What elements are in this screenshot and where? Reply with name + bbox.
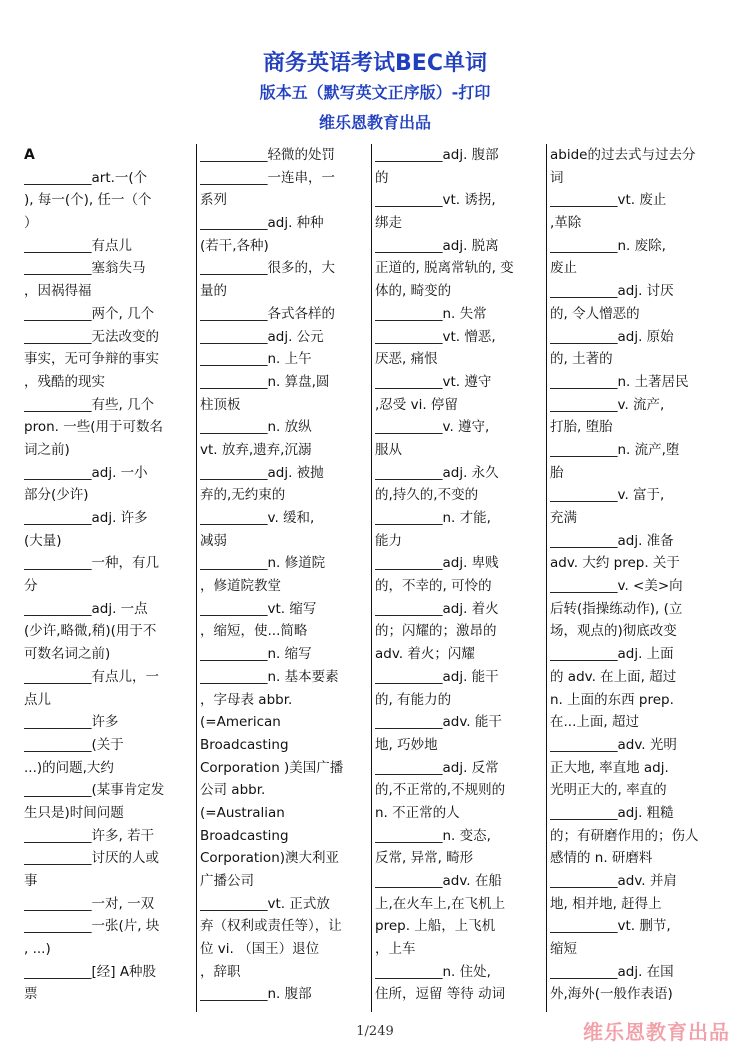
vocab-line: __________一张(片, 块: [24, 918, 160, 935]
vocab-line: __________vt. 正式放: [200, 895, 330, 912]
vocab-line: Broadcasting: [200, 736, 289, 753]
vocab-column-4: [550, 144, 720, 1014]
vocab-line: __________vt. 遵守: [375, 373, 492, 390]
vocab-line: 光明正大的, 率直的: [550, 782, 667, 799]
vocab-line: __________vt. 诱拐,: [375, 192, 496, 209]
vocab-line: __________n. 废除,: [550, 237, 666, 254]
vocab-line: __________有些, 几个: [24, 396, 155, 413]
vocab-line: __________vt. 憎恶,: [375, 328, 496, 345]
vocab-line: __________n. 才能,: [375, 510, 491, 526]
vocab-line: 点儿: [24, 691, 51, 708]
vocab-line: __________v. 流产,: [550, 396, 665, 413]
vocab-line: __________n. 缩写: [200, 646, 312, 663]
vocab-line: __________n. 基本要素: [200, 668, 339, 685]
vocab-line: ，辞职: [200, 963, 241, 980]
vocab-line: 系列: [200, 192, 227, 209]
vocab-line: 能力: [375, 532, 402, 549]
vocab-line: __________塞翁失马: [24, 260, 146, 277]
vocab-line: __________(某事肯定发: [24, 782, 165, 799]
vocab-column-1: [24, 144, 194, 1014]
vocab-line: Broadcasting: [200, 827, 289, 844]
vocab-line: __________n. 腹部: [200, 986, 312, 1003]
vocab-line: __________v. 遵守,: [375, 419, 490, 436]
vocab-line: 可数名词之前): [24, 646, 111, 663]
vocab-line: __________各式各样的: [200, 305, 335, 322]
vocab-line: ,忍受 vi. 停留: [375, 396, 458, 413]
vocab-line: 分: [24, 578, 38, 595]
vocab-line: __________adj. 在国: [550, 963, 674, 980]
vocab-line: pron. 一些(用于可数名: [24, 419, 163, 436]
vocab-line: __________adj. 准备: [550, 532, 674, 549]
page-number: 1/249: [356, 1024, 394, 1039]
vocab-line: __________(关于: [24, 736, 124, 753]
vocab-line: 票: [24, 986, 38, 1003]
vocab-line: 公司 abbr.: [200, 782, 266, 799]
vocab-line: __________许多, 若干: [24, 827, 155, 844]
vocab-line: __________n. 失常: [375, 305, 487, 322]
vocab-line: __________很多的，大: [200, 260, 335, 277]
vocab-line: 柱顶板: [200, 396, 241, 413]
vocab-line: ，字母表 abbr.: [200, 691, 293, 708]
vocab-line: __________讨厌的人或: [24, 850, 159, 867]
vocab-line: __________v. 富于,: [550, 487, 665, 504]
vocab-line: __________vt. 废止: [550, 192, 667, 209]
vocab-line: (若干,各种): [200, 237, 269, 254]
vocab-line: __________adj. 能干: [375, 668, 499, 685]
vocab-line: 充满: [550, 510, 577, 526]
vocab-line: __________adv. 并肩: [550, 873, 677, 889]
vocab-line: 服从: [375, 441, 402, 458]
vocab-line: __________adv. 在船: [375, 873, 502, 889]
vocab-line: __________有点儿: [24, 237, 132, 254]
vocab-line: __________art.一(个: [24, 169, 148, 186]
vocab-line: 广播公司: [200, 873, 254, 889]
vocab-line: __________adj. 一小: [24, 464, 148, 481]
vocab-line: adv. 着火；闪耀: [375, 646, 475, 663]
vocab-line: 的，不幸的, 可怜的: [375, 578, 492, 595]
vocab-line: __________adj. 许多: [24, 510, 148, 526]
vocab-line: abide的过去式与过去分: [550, 147, 696, 163]
vocab-line: ...)的问题,大约: [24, 759, 114, 776]
vocab-line: 正大地, 率直地 adj.: [550, 759, 669, 776]
vocab-line: __________n. 土著居民: [550, 373, 689, 390]
vocab-line: 的 adv. 在上面, 超过: [550, 668, 677, 685]
vocab-line: __________n. 变态,: [375, 827, 491, 844]
publisher-line: 维乐恩教育出品: [318, 113, 431, 132]
vocab-line: 的: [375, 169, 389, 186]
vocab-line: 正道的, 脱离常轨的, 变: [375, 260, 514, 277]
vocab-line: 上,在火车上,在飞机上: [375, 895, 506, 912]
vocab-line: 词: [550, 169, 564, 186]
vocab-line: 地, 相并地, 赶得上: [550, 895, 662, 912]
watermark: 维乐恩教育出品: [583, 1020, 730, 1044]
vocab-line: __________n. 算盘,圆: [200, 373, 330, 390]
column-divider: [196, 144, 197, 1012]
vocab-line: 胎: [550, 464, 564, 481]
vocab-line: 后转(指操练动作), (立: [550, 600, 683, 617]
vocab-line: 弃的,无约束的: [200, 487, 286, 504]
vocab-line: Corporation )美国广播: [200, 759, 344, 776]
vocab-line: 减弱: [200, 532, 227, 549]
vocab-line: 外,海外(一般作表语): [550, 986, 673, 1003]
vocab-line: __________n. 修道院: [200, 555, 326, 572]
vocab-line: __________一对, 一双: [24, 895, 155, 912]
vocab-line: __________一连串，一: [200, 169, 335, 186]
vocab-line: __________v. <美>向: [550, 578, 683, 595]
vocab-line: ), 每一(个), 任一（个: [24, 192, 152, 209]
vocab-line: __________有点儿，一: [24, 668, 159, 685]
vocab-column-2: [200, 144, 370, 1014]
vocab-line: __________轻微的处罚: [200, 147, 335, 163]
vocab-line: adv. 大约 prep. 关于: [550, 555, 680, 572]
vocab-line: n. 不正常的人: [375, 804, 460, 821]
vocab-line: vt. 放弃,遗弃,沉溺: [200, 441, 312, 458]
section-letter: A: [24, 147, 35, 163]
column-divider: [546, 144, 547, 1012]
vocab-line: __________adj. 上面: [550, 646, 674, 663]
vocab-line: 事实，无可争辩的事实: [24, 351, 159, 368]
vocab-line: __________adj. 卑贱: [375, 555, 499, 572]
vocab-line: (=American: [200, 714, 281, 731]
vocab-line: 词之前): [24, 441, 70, 458]
vocab-line: __________[经] A种股: [24, 963, 157, 980]
vocab-line: 部分(少许): [24, 487, 89, 504]
vocab-line: __________adj. 着火: [375, 600, 499, 617]
vocab-line: (=Australian: [200, 804, 285, 821]
vocab-line: 废止: [550, 260, 577, 277]
vocab-line: 的,持久的,不变的: [375, 487, 479, 504]
document-subtitle: 版本五（默写英文正序版）-打印: [259, 83, 491, 102]
vocab-line: __________n. 住处,: [375, 963, 491, 980]
vocab-line: ，缩短，使...简略: [200, 623, 308, 640]
vocab-line: __________无法改变的: [24, 328, 159, 345]
vocab-line: __________adj. 腹部: [375, 147, 499, 163]
vocab-line: 事: [24, 873, 38, 889]
column-divider: [371, 144, 372, 1012]
vocab-line: __________vt. 删节,: [550, 918, 671, 935]
vocab-line: __________n. 上午: [200, 351, 312, 368]
vocab-line: ，残酷的现实: [24, 373, 105, 390]
vocab-line: 位 vi. （国王）退位: [200, 941, 320, 958]
vocab-line: ，修道院教堂: [200, 578, 281, 595]
vocab-line: prep. 上船，上飞机: [375, 918, 496, 935]
vocab-line: __________adv. 光明: [550, 736, 677, 753]
vocab-line: __________adj. 公元: [200, 328, 324, 345]
vocab-line: 的；有研磨作用的；伤人: [550, 827, 699, 844]
vocab-line: __________vt. 缩写: [200, 600, 317, 617]
vocab-line: __________adj. 原始: [550, 328, 674, 345]
vocab-line: ）: [24, 215, 38, 232]
vocab-line: 的；闪耀的；激昂的: [375, 623, 497, 640]
vocab-line: ,革除: [550, 215, 582, 232]
vocab-line: 的, 令人憎恶的: [550, 305, 640, 322]
vocab-line: __________adj. 种种: [200, 215, 324, 232]
vocab-line: 量的: [200, 283, 227, 300]
vocab-line: 在...上面, 超过: [550, 714, 639, 731]
vocab-line: __________adv. 能干: [375, 714, 502, 731]
vocab-line: 场，观点的)彻底改变: [550, 623, 677, 640]
vocab-line: (大量): [24, 532, 62, 549]
vocab-line: __________adj. 一点: [24, 600, 148, 617]
vocab-line: 体的, 畸变的: [375, 283, 452, 300]
vocab-line: __________adj. 被抛: [200, 464, 324, 481]
vocab-line: 住所，逗留 等待 动词: [375, 986, 506, 1003]
vocab-line: n. 上面的东西 prep.: [550, 691, 674, 708]
vocab-line: __________两个, 几个: [24, 305, 155, 322]
vocab-line: 感情的 n. 研磨料: [550, 850, 653, 867]
vocab-line: 地, 巧妙地: [375, 736, 438, 753]
document-title: 商务英语考试BEC单词: [263, 51, 487, 76]
vocab-line: Corporation)澳大利亚: [200, 850, 340, 867]
vocab-line: 反常, 异常, 畸形: [375, 850, 474, 867]
vocab-column-3: [375, 144, 545, 1014]
vocab-line: ，上车: [375, 941, 416, 958]
vocab-line: 的,不正常的,不规则的: [375, 782, 506, 799]
vocab-line: 打胎, 堕胎: [550, 419, 613, 436]
vocab-line: __________v. 缓和,: [200, 510, 315, 526]
vocab-line: __________一种，有几: [24, 555, 159, 572]
vocab-line: __________adj. 反常: [375, 759, 499, 776]
vocab-line: __________adj. 讨厌: [550, 283, 674, 300]
vocab-line: 生只是)时间问题: [24, 804, 124, 821]
vocab-line: ，因祸得福: [24, 283, 92, 300]
vocab-line: 缩短: [550, 941, 577, 958]
vocab-line: __________许多: [24, 714, 119, 731]
vocab-line: 的, 土著的: [550, 351, 613, 368]
vocab-line: 弃（权利或责任等），让: [200, 918, 342, 935]
vocab-line: __________n. 放纵: [200, 419, 312, 436]
vocab-line: __________adj. 粗糙: [550, 804, 674, 821]
vocab-line: __________adj. 脱离: [375, 237, 499, 254]
vocab-line: 绑走: [375, 215, 402, 232]
vocab-line: __________n. 流产,堕: [550, 441, 680, 458]
vocab-line: 厌恶, 痛恨: [375, 351, 438, 368]
vocab-line: (少许,略微,稍)(用于不: [24, 623, 157, 640]
vocab-line: 的, 有能力的: [375, 691, 452, 708]
vocab-line: , ...): [24, 941, 51, 958]
vocab-line: __________adj. 永久: [375, 464, 499, 481]
